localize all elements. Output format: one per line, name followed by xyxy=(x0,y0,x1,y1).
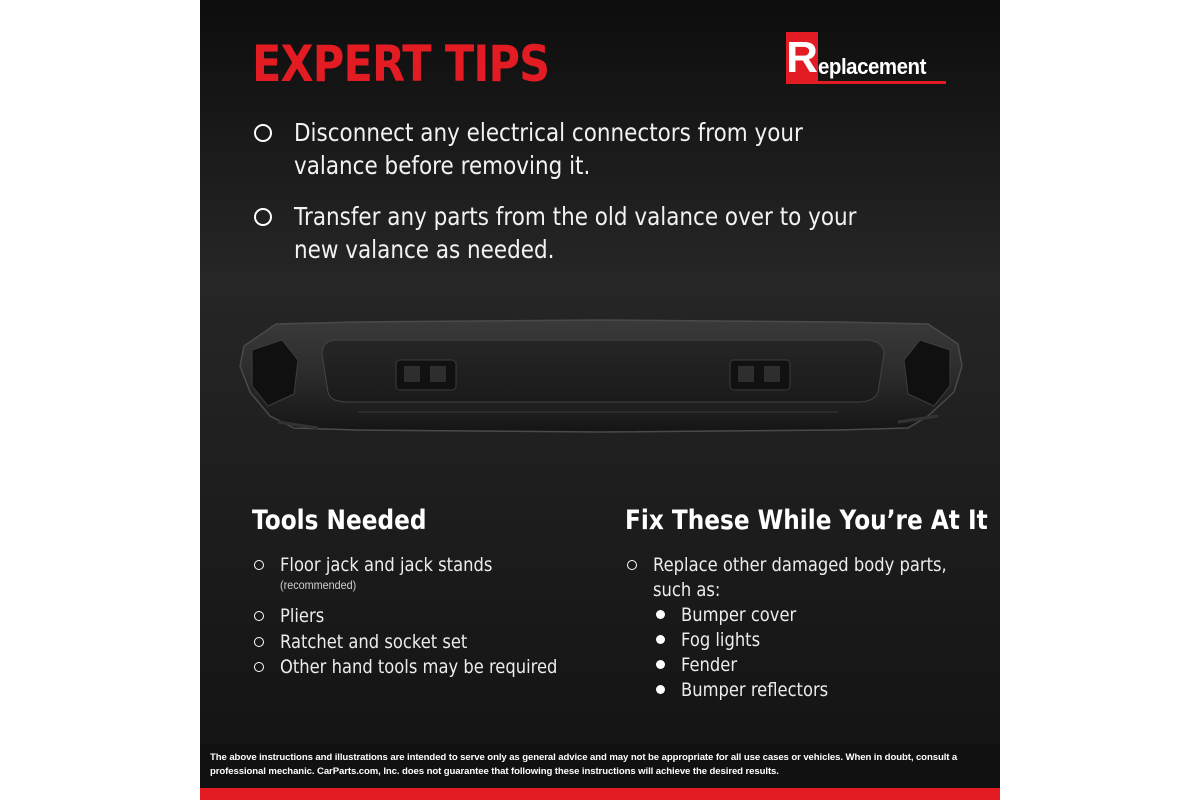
list-item xyxy=(653,628,965,653)
tools-heading: Tools Needed xyxy=(252,505,427,536)
dot-bullet-icon xyxy=(656,635,665,644)
fix-item-line: Replace other damaged body parts, xyxy=(653,554,947,576)
list-item xyxy=(252,630,572,656)
tip-item xyxy=(252,200,932,266)
replacement-logo xyxy=(786,32,948,84)
logo-underline xyxy=(818,81,946,84)
disclaimer-footer xyxy=(200,744,1000,788)
dot-bullet-icon xyxy=(656,610,665,619)
list-item xyxy=(653,678,965,703)
tools-list xyxy=(252,553,572,681)
circle-bullet-icon xyxy=(254,611,264,621)
fix-subitem: Bumper reflectors xyxy=(681,679,829,701)
dot-bullet-icon xyxy=(656,685,665,694)
circle-bullet-icon xyxy=(254,560,264,570)
circle-bullet-icon xyxy=(254,662,264,672)
list-item xyxy=(252,604,572,630)
fix-item-line: such as: xyxy=(653,579,721,601)
tool-label: Floor jack and jack stands xyxy=(280,554,493,576)
circle-bullet-icon xyxy=(627,560,637,570)
tips-list xyxy=(252,116,932,284)
list-item xyxy=(653,653,965,678)
disclaimer-text: The above instructions and illustrations are intended to serve only as general advice and may not be appropriate for all use cases or vehicles. When in doubt, consult a professional mechanic. CarParts.com, Inc. does not guarantee that following these instructions will achieve the desired results. xyxy=(210,752,958,777)
list-item xyxy=(653,603,965,628)
fix-subitem: Bumper cover xyxy=(681,604,797,626)
fix-list xyxy=(625,553,965,703)
circle-bullet-icon xyxy=(254,124,272,142)
fix-subitem: Fender xyxy=(681,654,738,676)
circle-bullet-icon xyxy=(254,637,264,647)
tool-note: (recommended) xyxy=(280,578,357,592)
tip-text: Transfer any parts from the old valance over to your new valance as needed. xyxy=(294,202,857,264)
tool-label: Ratchet and socket set xyxy=(280,630,468,653)
valance-product-image xyxy=(238,310,964,440)
logo-letter: R xyxy=(786,33,818,82)
logo-word: eplacement xyxy=(818,54,926,79)
fix-heading: Fix These While You’re At It xyxy=(625,505,988,536)
list-item xyxy=(625,553,965,703)
tip-text: Disconnect any electrical connectors from your valance before removing it. xyxy=(294,118,803,180)
tip-item xyxy=(252,116,932,182)
tool-label: Pliers xyxy=(280,605,325,627)
dot-bullet-icon xyxy=(656,660,665,669)
fix-sublist xyxy=(653,603,965,703)
fix-subitem: Fog lights xyxy=(681,629,761,651)
circle-bullet-icon xyxy=(254,208,272,226)
expert-tips-card xyxy=(200,0,1000,800)
list-item xyxy=(252,655,572,681)
accent-bar xyxy=(200,788,1000,800)
page-title: EXPERT TIPS xyxy=(252,35,550,93)
list-item xyxy=(252,553,572,604)
tool-label: Other hand tools may be required xyxy=(280,656,558,678)
